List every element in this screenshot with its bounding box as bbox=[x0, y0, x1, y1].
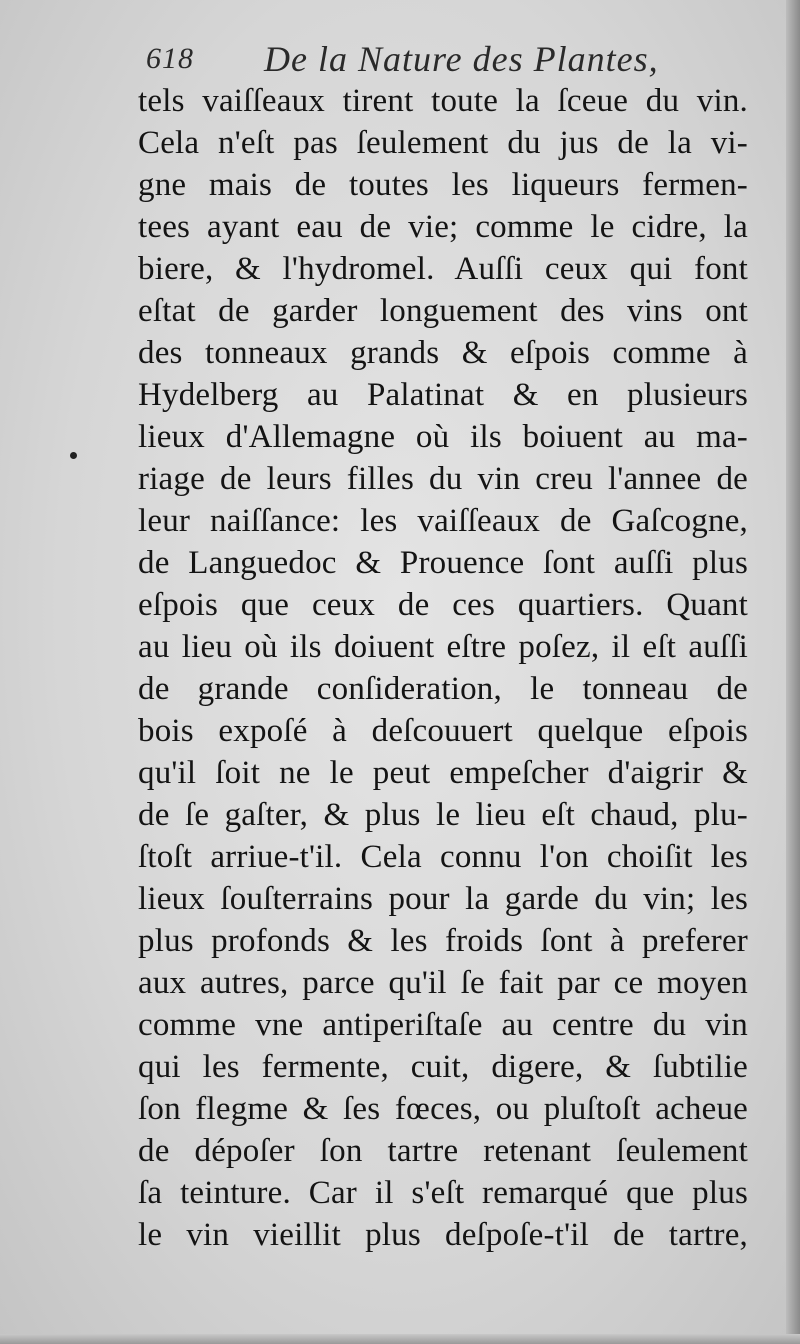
text-line: ſa teinture. Car il s'eſt remarqué que plus bbox=[138, 1175, 748, 1211]
text-line: le vin vieillit plus deſpoſe-t'il de tartre, bbox=[138, 1217, 748, 1253]
running-title: De la Nature des Plantes, bbox=[264, 39, 659, 79]
text-line: gne mais de toutes les liqueurs fermen- bbox=[138, 167, 748, 203]
text-line: eſtat de garder longuement des vins ont bbox=[138, 293, 748, 329]
text-line: ſtoſt arriue-t'il. Cela connu l'on choiſit les bbox=[138, 839, 748, 875]
text-line: ſon flegme & ſes fœces, ou pluſtoſt acheue bbox=[138, 1091, 748, 1127]
page-edge-shadow bbox=[786, 0, 800, 1344]
text-line: leur naiſſance: les vaiſſeaux de Gaſcogne, bbox=[138, 503, 748, 539]
text-line: plus profonds & les froids ſont à preferer bbox=[138, 923, 748, 959]
text-line: biere, & l'hydromel. Auſſi ceux qui font bbox=[138, 251, 748, 287]
text-line: tees ayant eau de vie; comme le cidre, la bbox=[138, 209, 748, 245]
text-line: de ſe gaſter, & plus le lieu eſt chaud, plu- bbox=[138, 797, 748, 833]
text-line: eſpois que ceux de ces quartiers. Quant bbox=[138, 587, 748, 623]
text-line: aux autres, parce qu'il ſe fait par ce moyen bbox=[138, 965, 748, 1001]
text-line: bois expoſé à deſcouuert quelque eſpois bbox=[138, 713, 748, 749]
body-text bbox=[138, 80, 748, 1256]
text-line: tels vaiſſeaux tirent toute la ſceue du vin. bbox=[138, 83, 748, 119]
text-line: de Languedoc & Prouence ſont auſſi plus bbox=[138, 545, 748, 581]
text-line: lieux d'Allemagne où ils boiuent au ma- bbox=[138, 419, 748, 455]
text-line: au lieu où ils doiuent eſtre poſez, il eſt auſſi bbox=[138, 629, 748, 665]
text-line: de grande conſideration, le tonneau de bbox=[138, 671, 748, 707]
page-bottom-edge bbox=[0, 1334, 800, 1344]
text-line: Hydelberg au Palatinat & en plusieurs bbox=[138, 377, 748, 413]
text-line: des tonneaux grands & eſpois comme à bbox=[138, 335, 748, 371]
text-line: qu'il ſoit ne le peut empeſcher d'aigrir & bbox=[138, 755, 748, 791]
text-line: qui les fermente, cuit, digere, & ſubtilie bbox=[138, 1049, 748, 1085]
ink-speck bbox=[70, 452, 77, 459]
text-line: riage de leurs filles du vin creu l'annee de bbox=[138, 461, 748, 497]
text-line: Cela n'eſt pas ſeulement du jus de la vi- bbox=[138, 125, 748, 161]
text-line: lieux ſouſterrains pour la garde du vin; les bbox=[138, 881, 748, 917]
page-number: 618 bbox=[146, 42, 194, 75]
text-line: comme vne antiperiſtaſe au centre du vin bbox=[138, 1007, 748, 1043]
text-line: de dépoſer ſon tartre retenant ſeulement bbox=[138, 1133, 748, 1169]
